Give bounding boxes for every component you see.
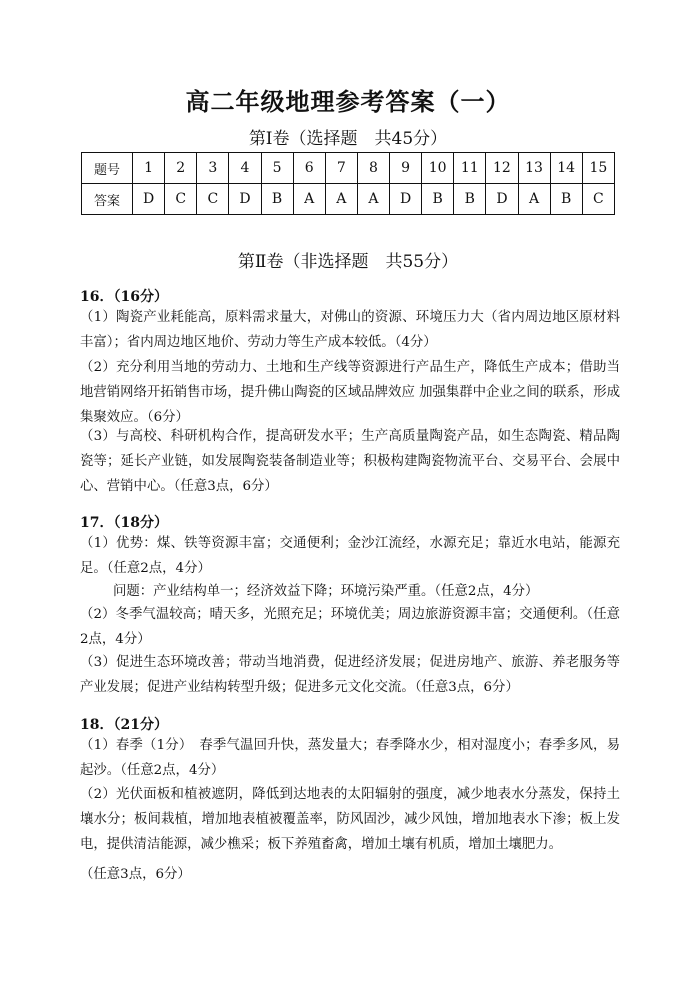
table-row-answers [82, 184, 615, 215]
question-number-cell: 10 [422, 153, 454, 184]
page-title: 高二年级地理参考答案（一） [185, 87, 511, 116]
answer-cell: D [229, 184, 261, 215]
answer-cell: B [550, 184, 582, 215]
question-number-cell: 15 [582, 153, 614, 184]
answer-cell: A [518, 184, 550, 215]
row-label-answer: 答案 [82, 184, 133, 215]
question-18-answer-1: （1）春季（1分） 春季气温回升快，蒸发量大；春季降水少，相对湿度小；春季多风，易起沙。（任意2点，4分） [80, 738, 620, 778]
answer-cell: A [357, 184, 389, 215]
question-18-answer-score: （任意3点，6分） [80, 867, 191, 882]
question-18-answer-2: （2）光伏面板和植被遮阴，降低到达地表的太阳辐射的强度，减少地表水分蒸发，保持土壤水分；板间栽植，增加地表植被覆盖率，防风固沙，减少风蚀，增加地表水下渗；板上发电，提供清洁能源，减少樵采；板下养殖畜禽，增加土壤有机质，增加土壤肥力。 [80, 787, 620, 852]
answer-cell: C [197, 184, 229, 215]
question-number-cell: 4 [229, 153, 261, 184]
question-16-answer-2: （2）充分利用当地的劳动力、土地和生产线等资源进行产品生产，降低生产成本；借助当地营销网络开拓销售市场，提升佛山陶瓷的区域品牌效应 加强集群中企业之间的联系，形成集聚效应。（6分） [80, 360, 620, 425]
question-number-cell: 11 [454, 153, 486, 184]
table-row-numbers [82, 153, 615, 184]
answer-cell: B [422, 184, 454, 215]
question-number-cell: 2 [165, 153, 197, 184]
answer-cell: C [165, 184, 197, 215]
answer-cell: C [582, 184, 614, 215]
question-number-cell: 8 [357, 153, 389, 184]
question-number-cell: 14 [550, 153, 582, 184]
answer-cell: D [133, 184, 165, 215]
row-label-question-number: 题号 [82, 153, 133, 184]
question-number-cell: 12 [486, 153, 518, 184]
question-17-answer-1-problems: 问题：产业结构单一；经济效益下降；环境污染严重。（任意2点，4分） [113, 584, 539, 599]
question-number-cell: 13 [518, 153, 550, 184]
section-heading-part1: 第Ⅰ卷（选择题 共45分） [248, 129, 448, 149]
answer-cell: A [293, 184, 325, 215]
answer-table [81, 152, 615, 215]
answer-cell: D [390, 184, 422, 215]
section-heading-part2: 第Ⅱ卷（非选择题 共55分） [237, 252, 459, 272]
question-17-heading: 17．（18分） [80, 515, 168, 531]
question-number-cell: 3 [197, 153, 229, 184]
answer-cell: B [454, 184, 486, 215]
question-17-answer-1: （1）优势：煤、铁等资源丰富；交通便利；金沙江流经，水源充足；靠近水电站，能源充足。（任意2点，4分） [80, 536, 620, 576]
question-18-heading: 18．（21分） [80, 717, 168, 733]
question-17-answer-3: （3）促进生态环境改善；带动当地消费，促进经济发展；促进房地产、旅游、养老服务等产业发展；促进产业结构转型升级；促进多元文化交流。（任意3点，6分） [80, 655, 620, 695]
answer-cell: B [261, 184, 293, 215]
question-number-cell: 9 [390, 153, 422, 184]
question-number-cell: 5 [261, 153, 293, 184]
question-16-answer-3: （3）与高校、科研机构合作，提高研发水平；生产高质量陶瓷产品，如生态陶瓷、精品陶瓷等；延长产业链，如发展陶瓷装备制造业等；积极构建陶瓷物流平台、交易平台、会展中心、营销中心。（任意3点，6分） [80, 429, 620, 494]
answer-cell: A [325, 184, 357, 215]
question-number-cell: 6 [293, 153, 325, 184]
question-number-cell: 1 [133, 153, 165, 184]
question-17-answer-2: （2）冬季气温较高；晴天多，光照充足；环境优美；周边旅游资源丰富；交通便利。（任意2点，4分） [80, 607, 620, 647]
answer-cell: D [486, 184, 518, 215]
question-number-cell: 7 [325, 153, 357, 184]
question-16-answer-1: （1）陶瓷产业耗能高，原料需求量大，对佛山的资源、环境压力大（省内周边地区原材料丰富）；省内周边地区地价、劳动力等生产成本较低。（4分） [80, 310, 620, 350]
question-16-heading: 16．（16分） [80, 289, 168, 305]
